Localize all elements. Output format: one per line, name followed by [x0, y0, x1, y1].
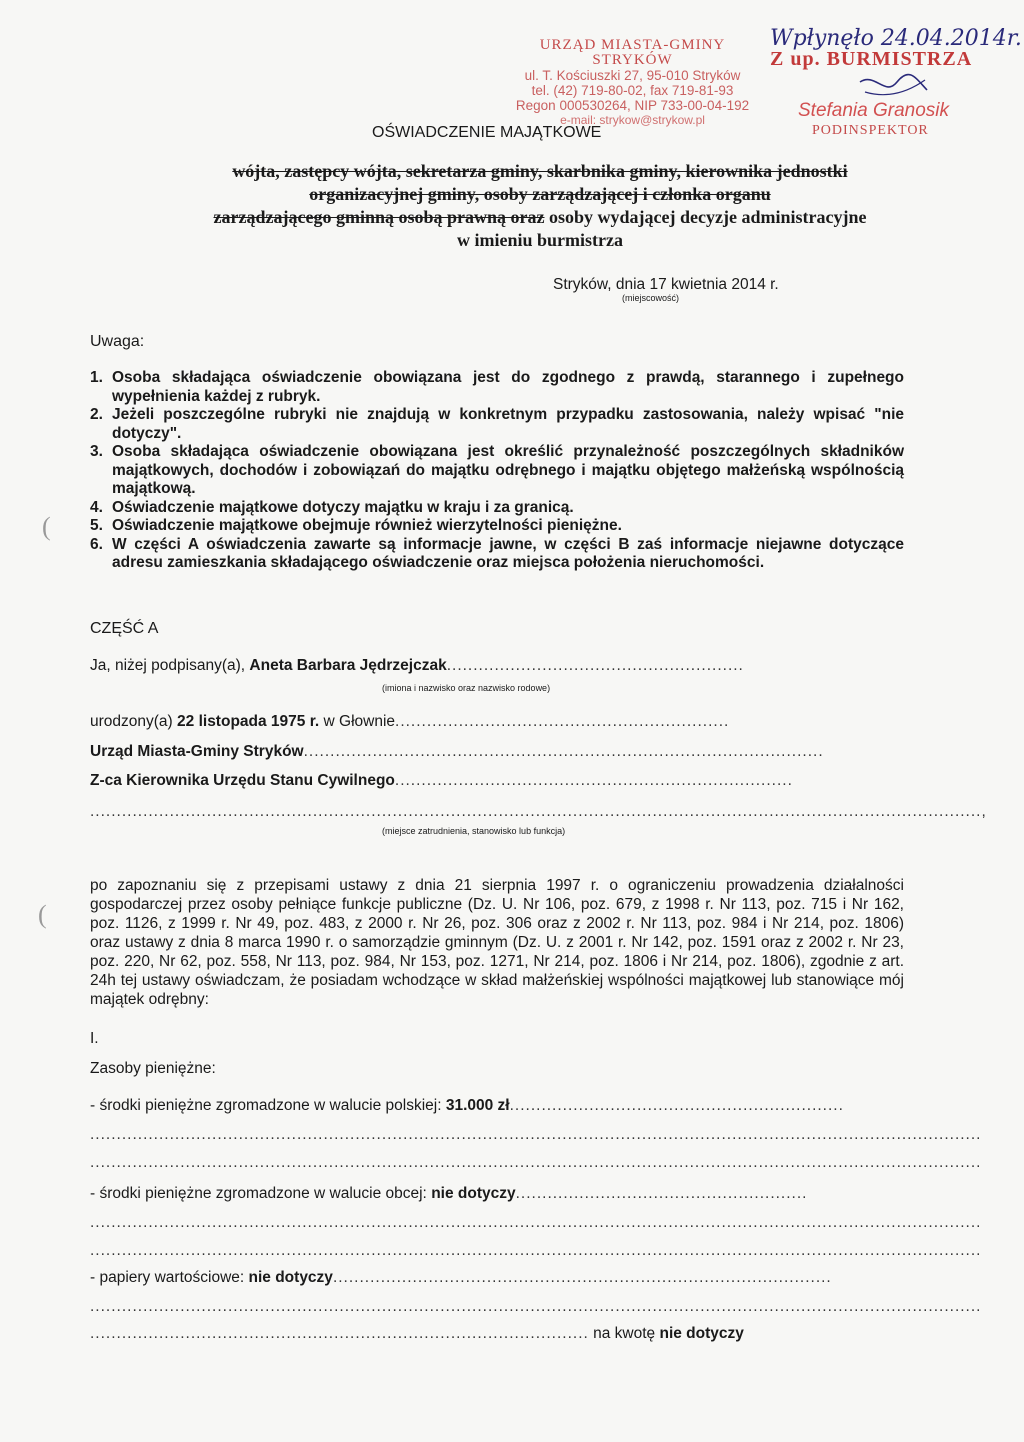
dotted-fill: ........................................................	[446, 657, 744, 674]
foreign-row	[90, 1185, 807, 1203]
dotted-fill: ..............................................................................................	[332, 1269, 832, 1286]
signature-icon	[855, 72, 935, 100]
dotted-fill: ........................................................................................................................................................................	[90, 1298, 982, 1315]
amount-row	[90, 1325, 744, 1343]
dotted-fill: ...........................................................................	[394, 772, 793, 789]
legal-paragraph: po zapoznaniu się z przepisami ustawy z dnia 21 sierpnia 1997 r. o ograniczeniu prowadzenia działalności gospodarczej przez osoby pełniące funkcje publiczne (Dz. U. Nr 106, poz. 679, z 1998 r. Nr 113, poz. 715 i Nr 162, poz. 1126, z 1999 r. Nr 49, poz. 483, z 2000 r. Nr 26, poz. 306 oraz z 2002 r. Nr 113, poz. 984 i Nr 214, poz. 1806) oraz ustawy z dnia 8 marca 1990 r. o samorządzie gminnym (Dz. U. z 2001 r. Nr 142, poz. 1591 oraz z 2002 r. Nr 23, poz. 220, Nr 62, poz. 558, Nr 113, poz. 984, Nr 153, poz. 1271, Nr 214, poz. 1806 i Nr 214, poz. 1806), zgodnie z art. 24h tej ustawy oświadczam, że posiadam wchodzące w skład małżeńskiej wspólności majątkowej lub stanowiące mój majątek odrębny:	[90, 877, 904, 1008]
subtitle-block	[100, 160, 980, 252]
employment-caption: (miejsce zatrudnienia, stanowisko lub funkcja)	[382, 826, 566, 836]
note-number: 1.	[90, 369, 103, 386]
pln-row	[90, 1097, 844, 1115]
amount-value: nie dotyczy	[659, 1325, 744, 1342]
note-text: Osoba składająca oświadczenie obowiązana jest do zgodnego z prawdą, starannego i zupełnego wypełnienia każdej z rubryk.	[112, 369, 904, 405]
dotted-fill: ........................................................................................................................................................................	[90, 1214, 982, 1231]
dotted-fill: .......................................................	[515, 1185, 808, 1202]
foreign-label: - środki pieniężne zgromadzone w walucie obcej:	[90, 1185, 427, 1202]
blank-row	[90, 1242, 981, 1260]
binder-mark-icon: (	[42, 512, 51, 541]
note-item	[90, 536, 904, 573]
note-item	[90, 406, 904, 443]
received-stamp-burmistrz: Z up. BURMISTRZA	[770, 48, 973, 70]
received-stamp-role: PODINSPEKTOR	[812, 123, 929, 138]
dotted-fill: ........................................................................................................................................................................	[90, 1242, 982, 1259]
page-title: OŚWIADCZENIE MAJĄTKOWE	[372, 124, 602, 141]
stamp-office-phone: tel. (42) 719-80-02, fax 719-81-93	[531, 83, 734, 98]
section-i-heading: Zasoby pieniężne:	[90, 1060, 216, 1077]
blank-row	[90, 1214, 981, 1232]
dotted-fill: ...............................................................	[395, 713, 730, 730]
born-date: 22 listopada 1975 r.	[177, 713, 320, 730]
employer: Urząd Miasta-Gminy Stryków	[90, 743, 304, 760]
date-text: Stryków, dnia 17 kwietnia 2014 r.	[553, 276, 779, 293]
pln-value: 31.000 zł	[445, 1097, 510, 1114]
employer-row	[90, 743, 824, 761]
subtitle-struck-line-2: organizacyjnej gminy, osoby zarządzającej i członka organu	[309, 184, 771, 204]
dotted-fill: ........................................................................................................................................................................	[90, 1154, 982, 1171]
subtitle-struck-line-3: zarządzającego gminną osobą prawną oraz	[213, 207, 545, 227]
section-i-label: I.	[90, 1030, 99, 1047]
position: Z-ca Kierownika Urzędu Stanu Cywilnego	[90, 772, 395, 789]
blank-row	[90, 1154, 981, 1172]
blank-row	[90, 1126, 981, 1144]
stamp-office-email: e-mail: strykow@strykow.pl	[560, 113, 705, 127]
born-place: w Głownie	[323, 713, 396, 730]
declarant-prefix: Ja, niżej podpisany(a),	[90, 657, 246, 674]
dotted-fill: ........................................................................................................................................................................	[90, 1126, 982, 1143]
stamp-office-address: ul. T. Kościuszki 27, 95-010 Stryków	[524, 68, 741, 83]
birth-row	[90, 713, 729, 731]
dotted-fill: ..................................................................................................	[303, 743, 824, 760]
blank-row	[90, 1298, 981, 1316]
note-number: 4.	[90, 498, 103, 516]
note-text: Jeżeli poszczególne rubryki nie znajdują w konkretnym przypadku zastosowania, należy wpisać "nie dotyczy".	[112, 406, 904, 442]
employment-blank-row	[90, 803, 987, 821]
section-a-heading: CZĘŚĆ A	[90, 620, 159, 637]
note-text: Osoba składająca oświadczenie obowiązana jest określić przynależność poszczególnych składników majątkowych, dochodów i zobowiązań do majątku odrębnego i majątku objętego małżeńską wspólnością majątkową.	[112, 443, 904, 497]
received-handwritten-date: Wpłynęło 24.04.2014r.	[770, 26, 1022, 51]
amount-label: na kwotę	[593, 1325, 656, 1342]
subtitle-struck-line-1: wójta, zastępcy wójta, sekretarza gminy, skarbnika gminy, kierownika jednostki	[232, 161, 848, 181]
binder-mark-icon: (	[38, 900, 47, 929]
notes-list	[90, 369, 904, 573]
subtitle-line-3	[100, 206, 980, 229]
received-stamp-name: Stefania Granosik	[798, 100, 950, 121]
position-row	[90, 772, 793, 790]
stamp-office-regon: Regon 000530264, NIP 733-00-04-192	[515, 98, 750, 113]
subtitle-line-4: w imieniu burmistrza	[457, 230, 623, 250]
foreign-value: nie dotyczy	[431, 1185, 516, 1202]
pln-label: - środki pieniężne zgromadzone w walucie polskiej:	[90, 1097, 442, 1114]
dotted-fill: ........................................................................................................................................................................,	[90, 803, 987, 820]
dotted-fill: ..............................................................................................	[90, 1325, 589, 1342]
note-text: Oświadczenie majątkowe obejmuje również wierzytelności pieniężne.	[112, 517, 622, 534]
born-prefix: urodzony(a)	[90, 713, 173, 730]
dotted-fill: ...............................................................	[509, 1097, 844, 1114]
declarant-name-caption: (imiona i nazwisko oraz nazwisko rodowe)	[382, 683, 551, 693]
subtitle-line-3-rest: osoby wydającej decyzje administracyjne	[549, 207, 867, 227]
note-text: W części A oświadczenia zawarte są informacje jawne, w części B zaś informacje niejawne dotyczące adresu zamieszkania składającego oświadczenie oraz miejsca położenia nieruchomości.	[112, 535, 904, 571]
stamp-office-name: URZĄD MIASTA-GMINY STRYKÓW	[539, 37, 726, 68]
uwaga-label: Uwaga:	[90, 333, 145, 350]
office-stamp	[500, 38, 765, 128]
date-caption: (miejscowość)	[622, 293, 680, 303]
note-item	[90, 443, 904, 499]
note-number: 2.	[90, 406, 103, 423]
note-item	[90, 517, 904, 536]
declarant-name-row	[90, 657, 744, 675]
securities-value: nie dotyczy	[248, 1269, 333, 1286]
declarant-name: Aneta Barbara Jędrzejczak	[249, 657, 447, 674]
securities-row	[90, 1269, 832, 1287]
note-number: 3.	[90, 443, 103, 460]
note-number: 5.	[90, 517, 103, 534]
note-item	[90, 499, 904, 518]
note-number: 6.	[90, 535, 103, 553]
note-text: Oświadczenie majątkowe dotyczy majątku w kraju i za granicą.	[112, 498, 574, 516]
note-item	[90, 369, 904, 406]
securities-label: - papiery wartościowe:	[90, 1269, 245, 1286]
